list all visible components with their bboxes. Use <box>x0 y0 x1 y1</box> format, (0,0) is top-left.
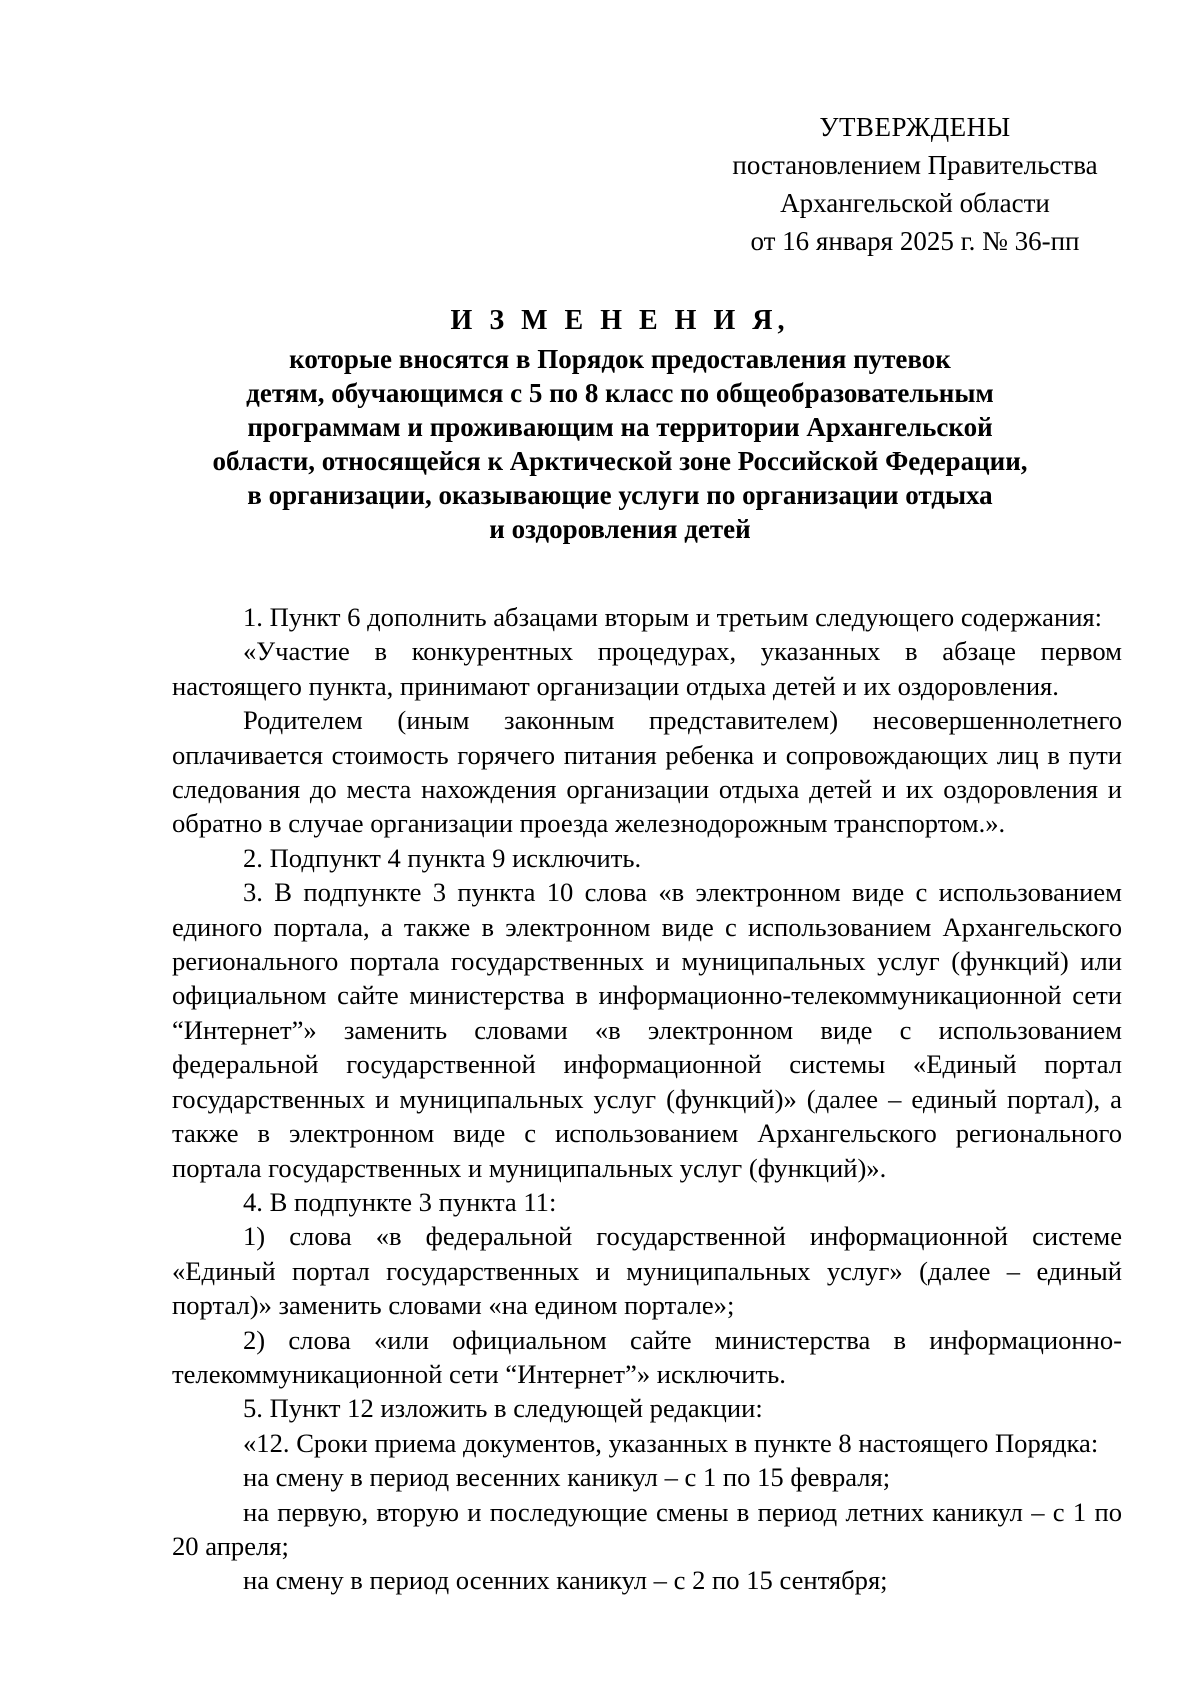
document-heading <box>160 304 1080 546</box>
body-paragraph: на первую, вторую и последующие смены в период летних каникул – с 1 по 20 апреля; <box>172 1496 1122 1561</box>
heading-line: детям, обучающимся с 5 по 8 класс по общеобразовательным <box>246 378 994 408</box>
body-paragraph: 1) слова «в федеральной государственной информационной системе «Единый портал государственных и муниципальных услуг» (далее – единый портал)» заменить словами «на едином портале»; <box>172 1221 1122 1321</box>
heading-title: И З М Е Н Е Н И Я, <box>450 305 790 336</box>
body-paragraph: на смену в период весенних каникул – с 1 по 15 февраля; <box>243 1462 891 1493</box>
heading-line: и оздоровления детей <box>489 514 751 544</box>
body-paragraph: Родителем (иным законным представителем) несовершеннолетнего оплачивается стоимость горячего питания ребенка и сопровождающих лиц в пути следования до места нахождения организации отдыха детей и их оздоровления и обратно в случае организации проезда железнодорожным транспортом.». <box>172 705 1122 839</box>
approval-line: от 16 января 2025 г. № 36-пп <box>750 226 1080 256</box>
body-paragraph: 3. В подпункте 3 пункта 10 слова «в электронном виде с использованием единого портала, а также в электронном виде с использованием Архангельского регионального портала государственных и муниципальных услуг (функций) или официальном сайте министерства в информационно-телекоммуникационной сети “Интернет”» заменить словами «в электронном виде с использованием федеральной государственной информационной системы «Единый портал государственных и муниципальных услуг (функций)» (далее – единый портал), а также в электронном виде с использованием Архангельского регионального портала государственных и муниципальных услуг (функций)». <box>172 877 1122 1183</box>
body-paragraph: 5. Пункт 12 изложить в следующей редакции: <box>243 1393 763 1424</box>
approval-block <box>700 108 1130 260</box>
approval-title: УТВЕРЖДЕНЫ <box>819 112 1011 142</box>
body-paragraph: 1. Пункт 6 дополнить абзацами вторым и третьим следующего содержания: <box>243 602 1103 632</box>
body-paragraph: на смену в период осенних каникул – с 2 по 15 сентября; <box>243 1565 888 1596</box>
heading-line: которые вносятся в Порядок предоставления путевок <box>289 344 951 374</box>
body-paragraph: «12. Сроки приема документов, указанных в пункте 8 настоящего Порядка: <box>243 1427 1099 1458</box>
heading-line: программам и проживающим на территории Архангельской <box>247 412 993 442</box>
body-paragraph: «Участие в конкурентных процедурах, указанных в абзаце первом настоящего пункта, принимают организации отдыха детей и их оздоровления. <box>172 636 1122 701</box>
body-paragraph: 2. Подпункт 4 пункта 9 исключить. <box>243 842 642 873</box>
body-paragraph: 4. В подпункте 3 пункта 11: <box>243 1186 557 1217</box>
approval-line: постановлением Правительства <box>732 150 1098 180</box>
document-body <box>172 600 1122 1598</box>
approval-line: Архангельской области <box>780 188 1050 218</box>
heading-line: в организации, оказывающие услуги по организации отдыха <box>247 480 993 510</box>
heading-line: области, относящейся к Арктической зоне Российской Федерации, <box>212 446 1028 476</box>
body-paragraph: 2) слова «или официальном сайте министерства в информационно-телекоммуникационной сети “Интернет”» исключить. <box>172 1324 1122 1389</box>
